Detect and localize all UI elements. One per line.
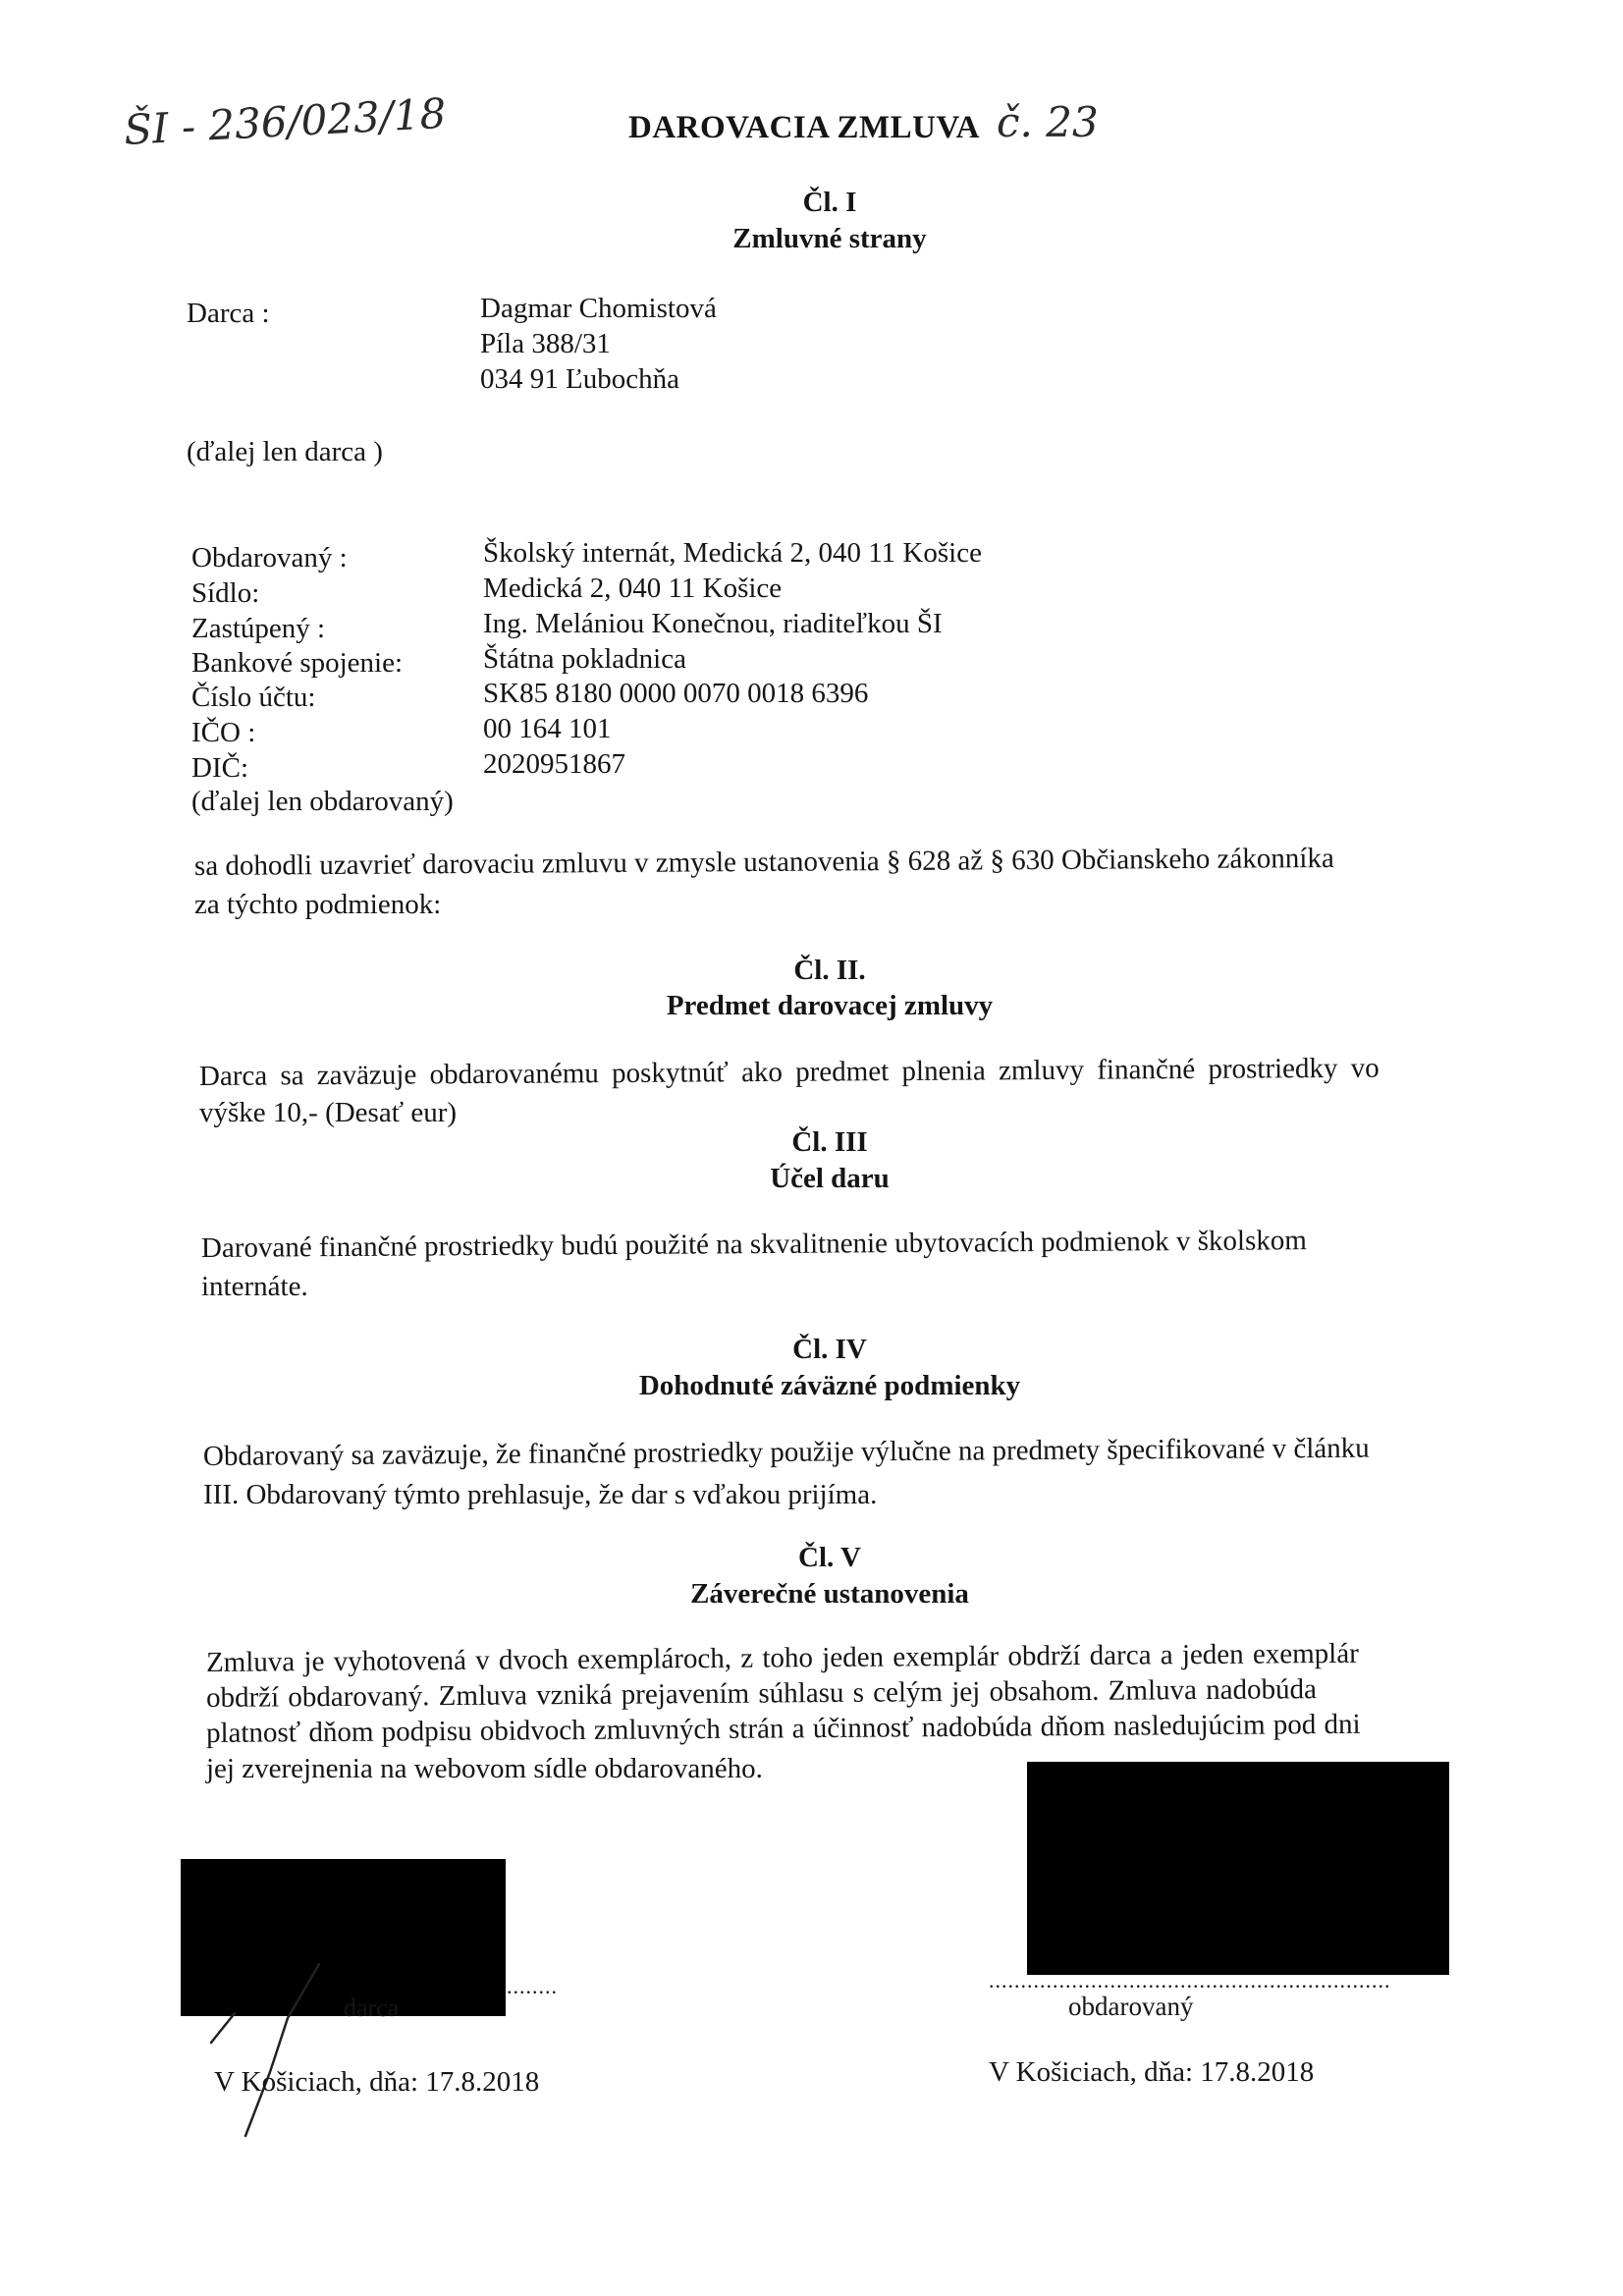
recipient-label-obdarovany: Obdarovaný : <box>191 542 348 574</box>
recipient-label-ico: IČO : <box>191 717 256 748</box>
article-5-line-2: obdrží obdarovaný. Zmluva vzniká prejavením súhlasu s celým jej obsahom. Zmluva nadobúda <box>205 1673 1318 1714</box>
donor-label: Darca : <box>187 298 270 329</box>
article-2-line-2: výške 10,- (Desať eur) <box>199 1097 458 1128</box>
donor-street: Píla 388/31 <box>480 328 611 359</box>
article-4-line-2: III. Obdarovaný týmto prehlasuje, že dar s vďakou prijíma. <box>203 1479 878 1510</box>
intro-line-1: sa dohodli uzavrieť darovaciu zmluvu v zmysle ustanovenia § 628 až § 630 Občianskeho zákonníka <box>193 842 1334 882</box>
signature-label-donor: darca <box>344 1994 400 2022</box>
recipient-value-account: SK85 8180 0000 0070 0018 6396 <box>483 678 869 709</box>
recipient-value-zastupeny: Ing. Melániou Konečnou, riaditeľkou ŠI <box>483 608 943 639</box>
recipient-label-zastupeny: Zastúpený : <box>191 613 326 644</box>
article-1-number: Čl. I <box>802 187 857 218</box>
handwritten-contract-number: č. 23 <box>997 98 1099 146</box>
article-3-number: Čl. III <box>791 1126 868 1158</box>
place-date-recipient: V Košiciach, dňa: 17.8.2018 <box>989 2056 1315 2088</box>
intro-line-2: za týchto podmienok: <box>194 889 442 920</box>
article-3-title: Účel daru <box>770 1163 890 1194</box>
article-1-title: Zmluvné strany <box>732 223 927 254</box>
recipient-label-bank: Bankové spojenie: <box>191 647 404 679</box>
recipient-alias: (ďalej len obdarovaný) <box>191 786 454 817</box>
signature-line-donor: ........ <box>507 1974 558 1998</box>
article-2-number: Čl. II. <box>793 955 866 986</box>
recipient-label-dic: DIČ: <box>191 752 248 784</box>
article-5-line-1: Zmluva je vyhotovená v dvoch exemplároch, z toho jeden exemplár obdrží darca a jeden exemplár <box>205 1637 1359 1678</box>
article-4-number: Čl. IV <box>792 1334 867 1365</box>
recipient-value-bank: Štátna pokladnica <box>483 643 686 675</box>
article-2-line-1: Darca sa zaväzuje obdarovanému poskytnúť ako predmet plnenia zmluvy finančné prostriedky vo <box>198 1052 1380 1092</box>
article-5-number: Čl. V <box>798 1542 861 1573</box>
article-5-line-3: platnosť dňom podpisu obidvoch zmluvných strán a účinnosť nadobúda dňom nasledujúcim pod dni <box>205 1708 1361 1749</box>
place-date-donor: V Košiciach, dňa: 17.8.2018 <box>214 2066 540 2098</box>
article-3-line-2: internáte. <box>201 1271 308 1302</box>
article-2-title: Predmet darovacej zmluvy <box>666 990 994 1021</box>
article-5-title: Záverečné ustanovenia <box>690 1578 969 1610</box>
recipient-label-account: Číslo účtu: <box>191 682 316 713</box>
donor-city: 034 91 Ľubochňa <box>480 363 679 395</box>
article-4-title: Dohodnuté záväzné podmienky <box>638 1370 1021 1401</box>
handwritten-stroke-icon <box>201 1954 339 2151</box>
handwritten-reference-number: ŠI - 236/023/18 <box>123 88 448 154</box>
signature-line-recipient: ............................................................... <box>989 1968 1391 1993</box>
article-5-line-4: jej zverejnenia na webovom sídle obdarovaného. <box>206 1753 763 1784</box>
donor-alias: (ďalej len darca ) <box>187 436 383 467</box>
signature-label-recipient: obdarovaný <box>1068 1992 1194 2021</box>
recipient-value-dic: 2020951867 <box>483 748 625 780</box>
article-3-line-1: Darované finančné prostriedky budú použité na skvalitnenie ubytovacích podmienok v školskom <box>200 1225 1307 1264</box>
article-4-line-1: Obdarovaný sa zaväzuje, že finančné prostriedky použije výlučne na predmety špecifikované v článku <box>202 1432 1370 1472</box>
recipient-value-obdarovany: Školský internát, Medická 2, 040 11 Košice <box>483 537 982 569</box>
redacted-signature-recipient <box>1027 1762 1449 1975</box>
donor-name: Dagmar Chomistová <box>480 293 717 324</box>
document-title: DAROVACIA ZMLUVA <box>628 110 980 145</box>
recipient-label-sidlo: Sídlo: <box>191 577 260 609</box>
recipient-value-sidlo: Medická 2, 040 11 Košice <box>483 573 783 604</box>
recipient-value-ico: 00 164 101 <box>483 713 612 744</box>
